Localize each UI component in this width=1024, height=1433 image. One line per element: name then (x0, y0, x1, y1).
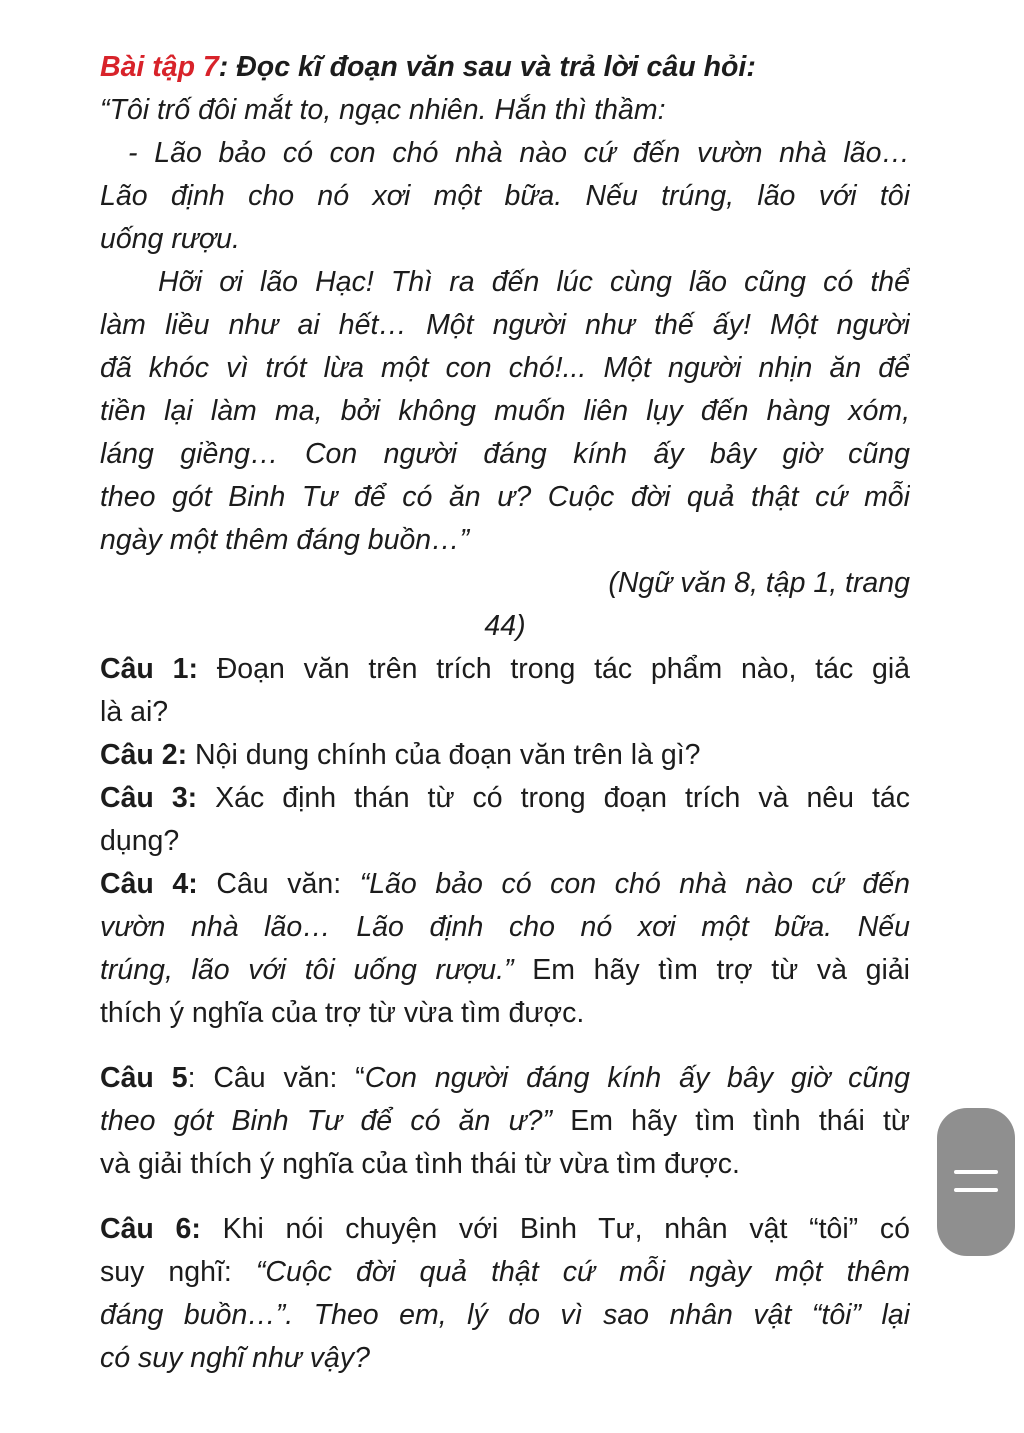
question-text: là ai? (100, 696, 169, 728)
question-text: Đoạn văn trên trích trong tác phẩm nào, tác giả (197, 653, 910, 685)
question-quote: “Cuộc đời quả thật cứ mỗi ngày một thêm (255, 1256, 910, 1288)
passage-line: “Tôi trố đôi mắt to, ngạc nhiên. Hắn thì thầm: (100, 94, 666, 126)
drag-handle-line (954, 1170, 998, 1174)
passage-line: Lão định cho nó xơi một bữa. Nếu trúng, lão với tôi (100, 180, 910, 212)
passage-line: theo gót Binh Tư để có ăn ư? Cuộc đời quả thật cứ mỗi (100, 481, 910, 513)
document-page (100, 46, 910, 1380)
spacer (100, 1035, 910, 1057)
question-4 (100, 863, 910, 906)
question-quote: vườn nhà lão… Lão định cho nó xơi một bữa. Nếu (100, 911, 910, 943)
passage-line: Hỡi ơi lão Hạc! Thì ra đến lúc cùng lão cũng có thể (158, 266, 910, 298)
exercise-number: Bài tập 7 (100, 51, 219, 83)
question-text: Em hãy tìm trợ từ và giải (513, 954, 910, 986)
question-text: Câu văn: (197, 868, 360, 900)
passage-source: (Ngữ văn 8, tập 1, trang (608, 567, 910, 599)
question-label: Câu 4: (100, 868, 198, 900)
exercise-title (100, 46, 910, 89)
exercise-instruction: : Đọc kĩ đoạn văn sau và trả lời câu hỏi: (218, 51, 756, 83)
question-text: suy nghĩ: (100, 1256, 256, 1288)
question-6 (100, 1208, 910, 1251)
question-text-line (100, 1251, 910, 1294)
drag-handle-line (954, 1188, 998, 1192)
question-text: dụng? (100, 825, 180, 857)
question-quote: theo gót Binh Tư để có ăn ư?” (100, 1105, 552, 1137)
drag-handle-icon[interactable] (937, 1108, 1015, 1256)
question-2 (100, 734, 910, 777)
passage-line: tiền lại làm ma, bởi không muốn liên lụy đến hàng xóm, (100, 395, 910, 427)
passage-line: làm liều như ai hết… Một người như thế ấy! Một người (100, 309, 910, 341)
question-5 (100, 1057, 910, 1100)
question-text: : Câu văn: “ (187, 1062, 365, 1094)
question-3 (100, 777, 910, 820)
passage-line: đã khóc vì trót lừa một con chó!... Một người nhịn ăn để (100, 352, 910, 384)
question-text: Em hãy tìm tình thái từ (551, 1105, 910, 1137)
question-text-line (100, 949, 910, 992)
question-1 (100, 648, 910, 691)
question-label: Câu 3: (100, 782, 198, 814)
question-text: Khi nói chuyện với Binh Tư, nhân vật “tôi” có (200, 1213, 910, 1245)
passage-line: láng giềng… Con người đáng kính ấy bây giờ cũng (100, 438, 910, 470)
passage-source-page: 44) (484, 610, 526, 642)
question-text: Xác định thán từ có trong đoạn trích và nêu tác (197, 782, 910, 814)
question-label: Câu 5 (100, 1062, 188, 1094)
question-text: có suy nghĩ như vậy? (100, 1342, 370, 1374)
question-quote: “Lão bảo có con chó nhà nào cứ đến (359, 868, 910, 900)
passage-line: uống rượu. (100, 223, 240, 255)
question-quote: trúng, lão với tôi uống rượu.” (100, 954, 514, 986)
passage-line: ngày một thêm đáng buồn…” (100, 524, 470, 556)
passage-line: - Lão bảo có con chó nhà nào cứ đến vườn nhà lão… (128, 137, 910, 169)
question-text: thích ý nghĩa của trợ từ vừa tìm được. (100, 997, 585, 1029)
question-text: Nội dung chính của đoạn văn trên là gì? (187, 739, 701, 771)
question-text: và giải thích ý nghĩa của tình thái từ vừa tìm được. (100, 1148, 740, 1180)
question-quote: Con người đáng kính ấy bây giờ cũng (364, 1062, 910, 1094)
spacer (100, 1186, 910, 1208)
question-label: Câu 6: (100, 1213, 201, 1245)
question-label: Câu 1: (100, 653, 198, 685)
question-text: đáng buồn…”. Theo em, lý do vì sao nhân vật “tôi” lại (100, 1299, 910, 1331)
question-text-line (100, 1100, 910, 1143)
question-label: Câu 2: (100, 739, 188, 771)
